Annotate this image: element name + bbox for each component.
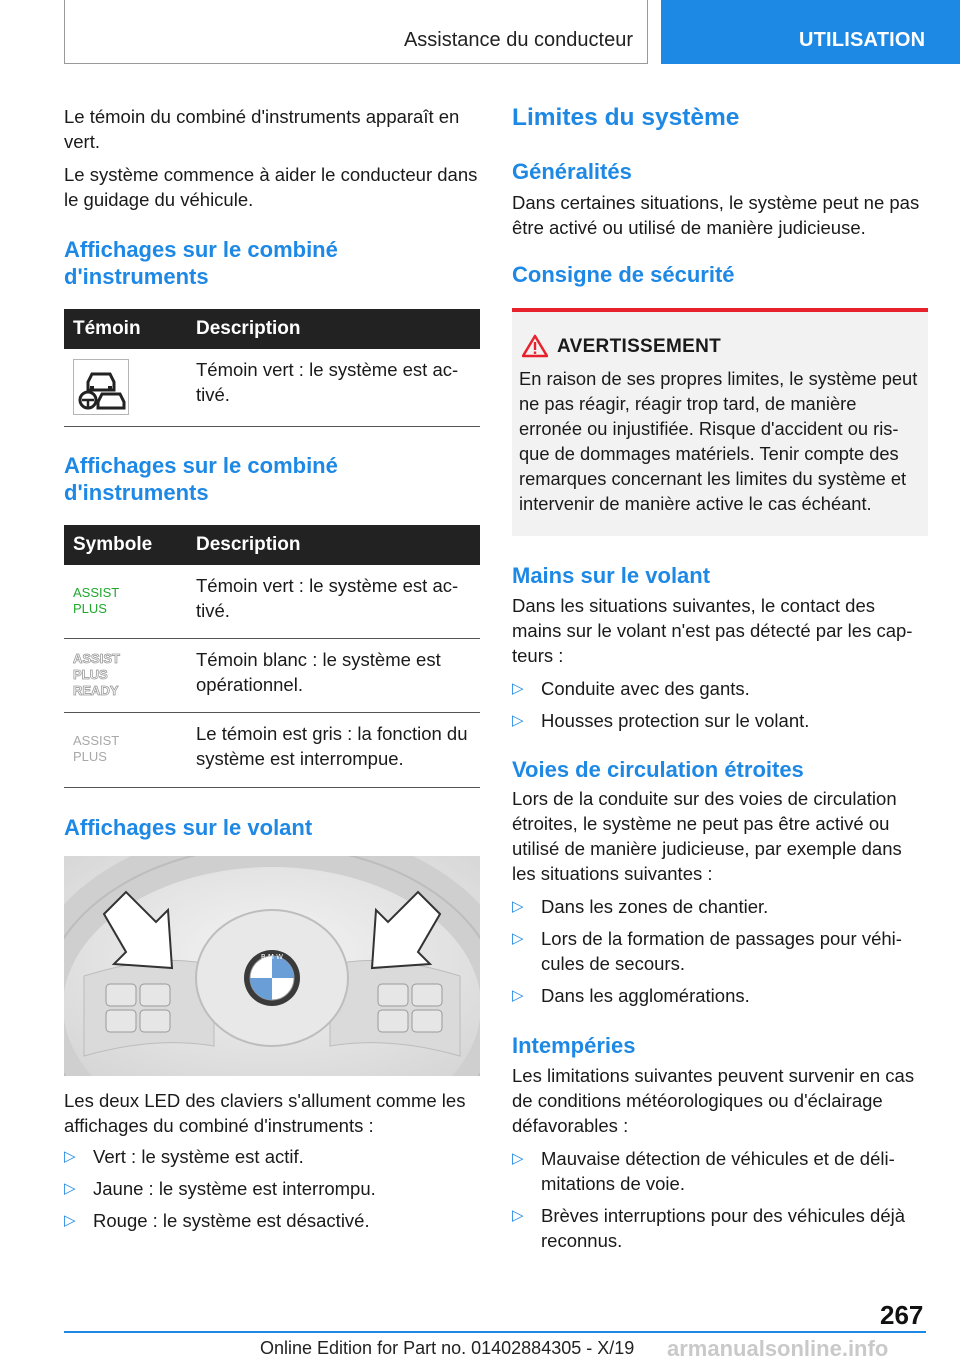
page-number: 267 [880,1300,924,1330]
led-color-list [64,1144,480,1233]
table-header-description: Description [187,525,480,565]
weather-list [512,1146,928,1253]
narrow-paragraph: Lors de la conduite sur des voies de circulation étroites, le système ne peut pas être activé ou utilisé de manière judicieuse, par exemple dans les situations suivantes : [512,788,902,884]
general-paragraph: Dans certaines situations, le système peut ne pas être activé ou utilisé de manière judicieuse. [512,192,920,238]
bullet-triangle-icon: ▷ [64,1148,76,1165]
hands-paragraph: Dans les situations suivantes, le contact des mains sur le volant n'est pas détecté par les cap- teurs : [512,595,913,666]
indicator-table [64,309,480,427]
heading-safety: Consigne de sécurité [512,262,735,287]
bmw-logo-text: B M W [260,953,284,961]
bullet-triangle-icon: ▷ [512,930,524,947]
bullet-triangle-icon: ▷ [512,987,524,1004]
heading-weather: Intempéries [512,1033,636,1058]
heading-general: Généralités [512,159,632,184]
table-cell-description: Témoin blanc : le système est opérationnel. [187,639,480,713]
intro-paragraph-2: Le système commence à aider le conducteur dans le guidage du véhicule. [64,164,478,210]
symbol-table [64,525,480,788]
bullet-triangle-icon: ▷ [64,1212,76,1229]
warning-box [512,308,928,536]
watermark-text: armanualsonline.info [667,1336,889,1361]
warning-triangle-icon [522,334,548,363]
table-cell-description: Le témoin est gris : la fonction du système est interrompue. [187,713,480,788]
header-chapter-label: UTILISATION [799,29,926,51]
list-item: ▷ Housses protection sur le volant. [512,710,810,731]
table-row [64,639,480,713]
heading-narrow-lanes: Voies de circulation étroites [512,757,804,782]
heading-hands-on-wheel: Mains sur le volant [512,563,711,588]
steering-wheel-illustration [64,856,480,1076]
footer-edition-text: Online Edition for Part no. 01402884305 - X/19 [260,1338,635,1358]
left-column [64,104,480,1233]
steering-wheel-image [64,856,480,1076]
bullet-triangle-icon: ▷ [512,1207,524,1224]
header-section-title: Assistance du conducteur [403,29,633,51]
warning-title: AVERTISSEMENT [557,336,722,357]
table-header-indicator: Témoin [64,309,187,349]
section-title-system-limits: Limites du système [512,104,740,131]
list-item: ▷ Brèves interruptions pour des véhicules déjà reconnus. [512,1205,906,1251]
assist-plus-green-symbol: ASSIST PLUS [73,585,120,616]
narrow-list [512,894,928,1008]
right-column [512,104,928,1253]
assist-plus-grey-symbol: ASSIST PLUS [73,733,120,764]
bullet-triangle-icon: ▷ [64,1180,76,1197]
header-section-box [64,0,648,64]
table-header-description: Description [187,309,480,349]
weather-paragraph: Les limitations suivantes peuvent survenir en cas de conditions météorologiques ou d'éclairage défavorables : [512,1065,915,1136]
assist-plus-ready-symbol: ASSIST PLUS READY [73,651,120,698]
lane-keeping-vehicle-icon [73,359,129,415]
header-chapter-tab [661,0,960,64]
led-description: Les deux LED des claviers s'allument comme les affichages du combiné d'instruments : [64,1090,466,1136]
list-item: ▷ Mauvaise détection de véhicules et de déli- mitations de voie. [512,1148,895,1194]
heading-instrument-displays-1: Affichages sur le combiné d'instruments [64,237,338,289]
heading-instrument-displays-2: Affichages sur le combiné d'instruments [64,453,338,505]
bullet-triangle-icon: ▷ [512,1150,524,1167]
list-item: ▷ Conduite avec des gants. [512,678,750,699]
hands-list [512,676,928,733]
heading-steering-wheel-displays: Affichages sur le volant [64,815,313,840]
table-cell-description: Témoin vert : le système est ac- tivé. [187,349,480,427]
list-item: ▷ Dans les zones de chantier. [512,896,769,917]
list-item: ▷ Dans les agglomérations. [512,985,750,1006]
table-cell-description: Témoin vert : le système est ac- tivé. [187,565,480,639]
bullet-triangle-icon: ▷ [512,898,524,915]
footer-divider [64,1331,926,1333]
list-item: ▷ Jaune : le système est interrompu. [64,1178,376,1199]
bullet-triangle-icon: ▷ [512,680,524,697]
intro-paragraph-1: Le témoin du combiné d'instruments apparaît en vert. [64,106,460,152]
warning-text: En raison de ses propres limites, le système peut ne pas réagir, réagir trop tard, de manière erronée ou injustifiée. Risque d'accident ou ris- que de dommages matériels. Tenir compte des remarques concernant les limites du système et intervenir de manière active le cas échéant. [519,368,918,514]
list-item: ▷ Lors de la formation de passages pour véhi- cules de secours. [512,928,902,974]
table-row [64,349,480,427]
list-item: ▷ Rouge : le système est désactivé. [64,1210,370,1231]
table-row [64,713,480,788]
bullet-triangle-icon: ▷ [512,712,524,729]
list-item: ▷ Vert : le système est actif. [64,1146,304,1167]
table-row [64,565,480,639]
table-header-symbol: Symbole [64,525,187,565]
